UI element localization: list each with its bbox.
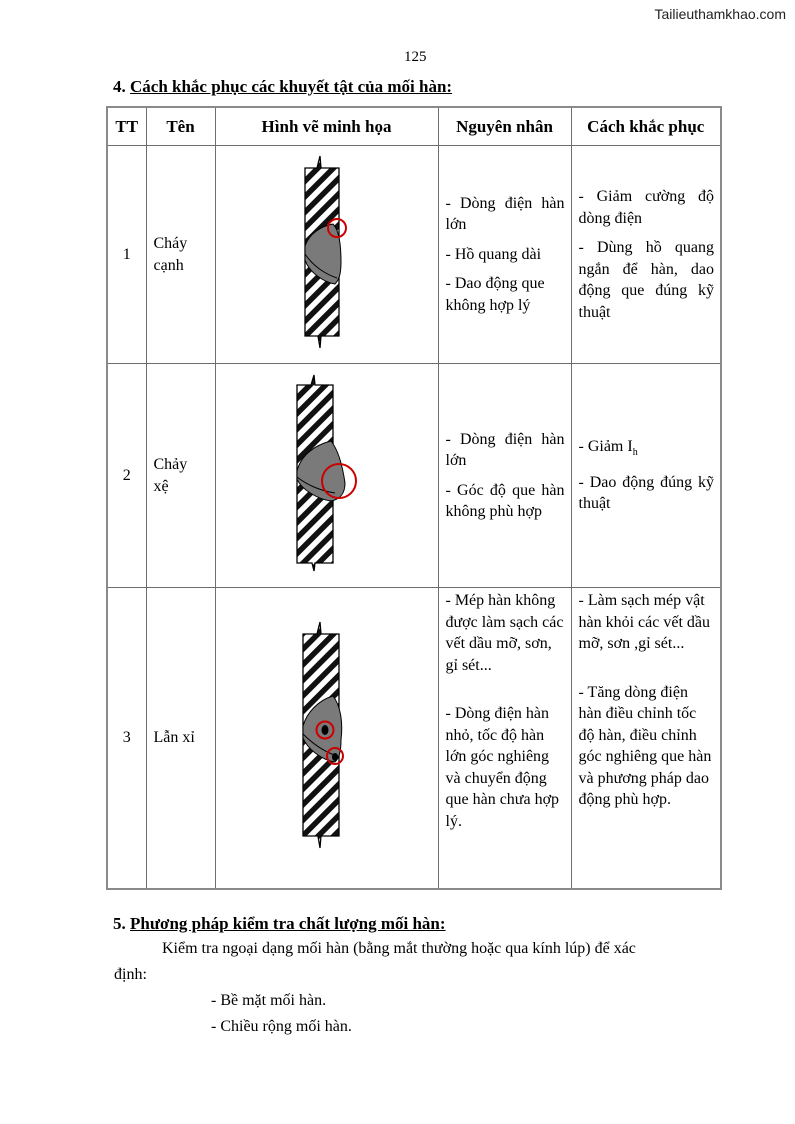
remedy-subscript: h bbox=[632, 447, 638, 459]
section-4-title: Cách khắc phục các khuyết tật của mối hàn: bbox=[130, 77, 453, 96]
remedies-cell bbox=[571, 146, 721, 364]
page-number: 125 bbox=[404, 49, 427, 65]
remedy-item: - Tăng dòng điện hàn điều chỉnh tốc độ hàn, điều chỉnh góc nghiêng que hàn và phương pháp dao động phù hợp. bbox=[578, 683, 712, 808]
paragraph-line: định: bbox=[114, 966, 147, 983]
section-4-number: 4. bbox=[113, 77, 126, 96]
cause-item: - Mép hàn không được làm sạch các vết dầu mỡ, sơn, gỉ sét... bbox=[445, 592, 564, 674]
remedy-item: - Dao động đúng kỹ thuật bbox=[578, 473, 714, 513]
slag-inclusion-diagram bbox=[297, 620, 357, 850]
section-5-heading bbox=[113, 914, 446, 934]
remedy-item bbox=[579, 436, 715, 464]
weld-undercut-diagram bbox=[297, 154, 357, 350]
table-header-row bbox=[107, 107, 721, 146]
section-5-number: 5. bbox=[113, 914, 126, 933]
defect-name-line: Chảy bbox=[153, 455, 188, 473]
remedy-item: - Làm sạch mép vật hàn khỏi các vết dầu mỡ, sơn ,gỉ sét... bbox=[578, 592, 710, 652]
header-figure: Hình vẽ minh họa bbox=[215, 107, 438, 146]
table-row bbox=[107, 588, 721, 889]
defect-name-line: xệ bbox=[153, 477, 169, 495]
defect-name-line: Cháy bbox=[153, 234, 188, 252]
row-number: 2 bbox=[107, 364, 146, 588]
figure-cell bbox=[215, 588, 438, 889]
cause-item: - Dòng điện hàn nhỏ, tốc độ hàn lớn góc nghiêng và chuyển động que hàn chưa hợp lý. bbox=[445, 705, 560, 830]
cause-item: - Hồ quang dài bbox=[445, 245, 542, 263]
header-remedies: Cách khắc phục bbox=[571, 107, 721, 146]
header-name: Tên bbox=[146, 107, 215, 146]
section-5-title: Phương pháp kiểm tra chất lượng mối hàn: bbox=[130, 914, 446, 933]
remedies-cell bbox=[571, 364, 721, 588]
causes-cell bbox=[438, 146, 571, 364]
row-number: 3 bbox=[107, 588, 146, 889]
cause-item: - Dòng điện hàn lớn bbox=[445, 430, 565, 469]
remedies-cell bbox=[571, 588, 721, 889]
cause-item: - Dao động que không hợp lý bbox=[445, 275, 545, 314]
remedy-text: - Giảm I bbox=[578, 438, 633, 456]
defect-name bbox=[146, 146, 215, 364]
header-causes: Nguyên nhân bbox=[438, 107, 571, 146]
section-4-heading bbox=[113, 77, 452, 97]
bullet-item: - Bề mặt mối hàn. bbox=[211, 992, 327, 1009]
defects-table bbox=[106, 106, 722, 890]
table-row bbox=[107, 364, 721, 588]
bullet-item: - Chiều rộng mối hàn. bbox=[211, 1018, 352, 1035]
header-tt: TT bbox=[107, 107, 146, 146]
defect-name-line: cạnh bbox=[153, 256, 184, 274]
table-row bbox=[107, 146, 721, 364]
causes-cell bbox=[438, 364, 571, 588]
row-number: 1 bbox=[107, 146, 146, 364]
remedy-item: - Dùng hồ quang ngắn để hàn, dao động que đúng kỹ thuật bbox=[578, 239, 714, 321]
defect-name: Lẫn xỉ bbox=[146, 588, 215, 889]
cause-item: - Dòng điện hàn lớn bbox=[445, 194, 565, 234]
figure-cell bbox=[215, 146, 438, 364]
defect-name bbox=[146, 364, 215, 588]
watermark: Tailieuthamkhao.com bbox=[654, 6, 786, 22]
weld-overlap-diagram bbox=[287, 373, 367, 573]
cause-item: - Góc độ que hàn không phù hợp bbox=[445, 481, 565, 520]
paragraph-line: Kiểm tra ngoại dạng mối hàn (bằng mắt thường hoặc qua kính lúp) để xác bbox=[162, 940, 636, 957]
remedy-item: - Giảm cường độ dòng điện bbox=[578, 188, 714, 227]
figure-cell bbox=[215, 364, 438, 588]
causes-cell bbox=[438, 588, 571, 889]
